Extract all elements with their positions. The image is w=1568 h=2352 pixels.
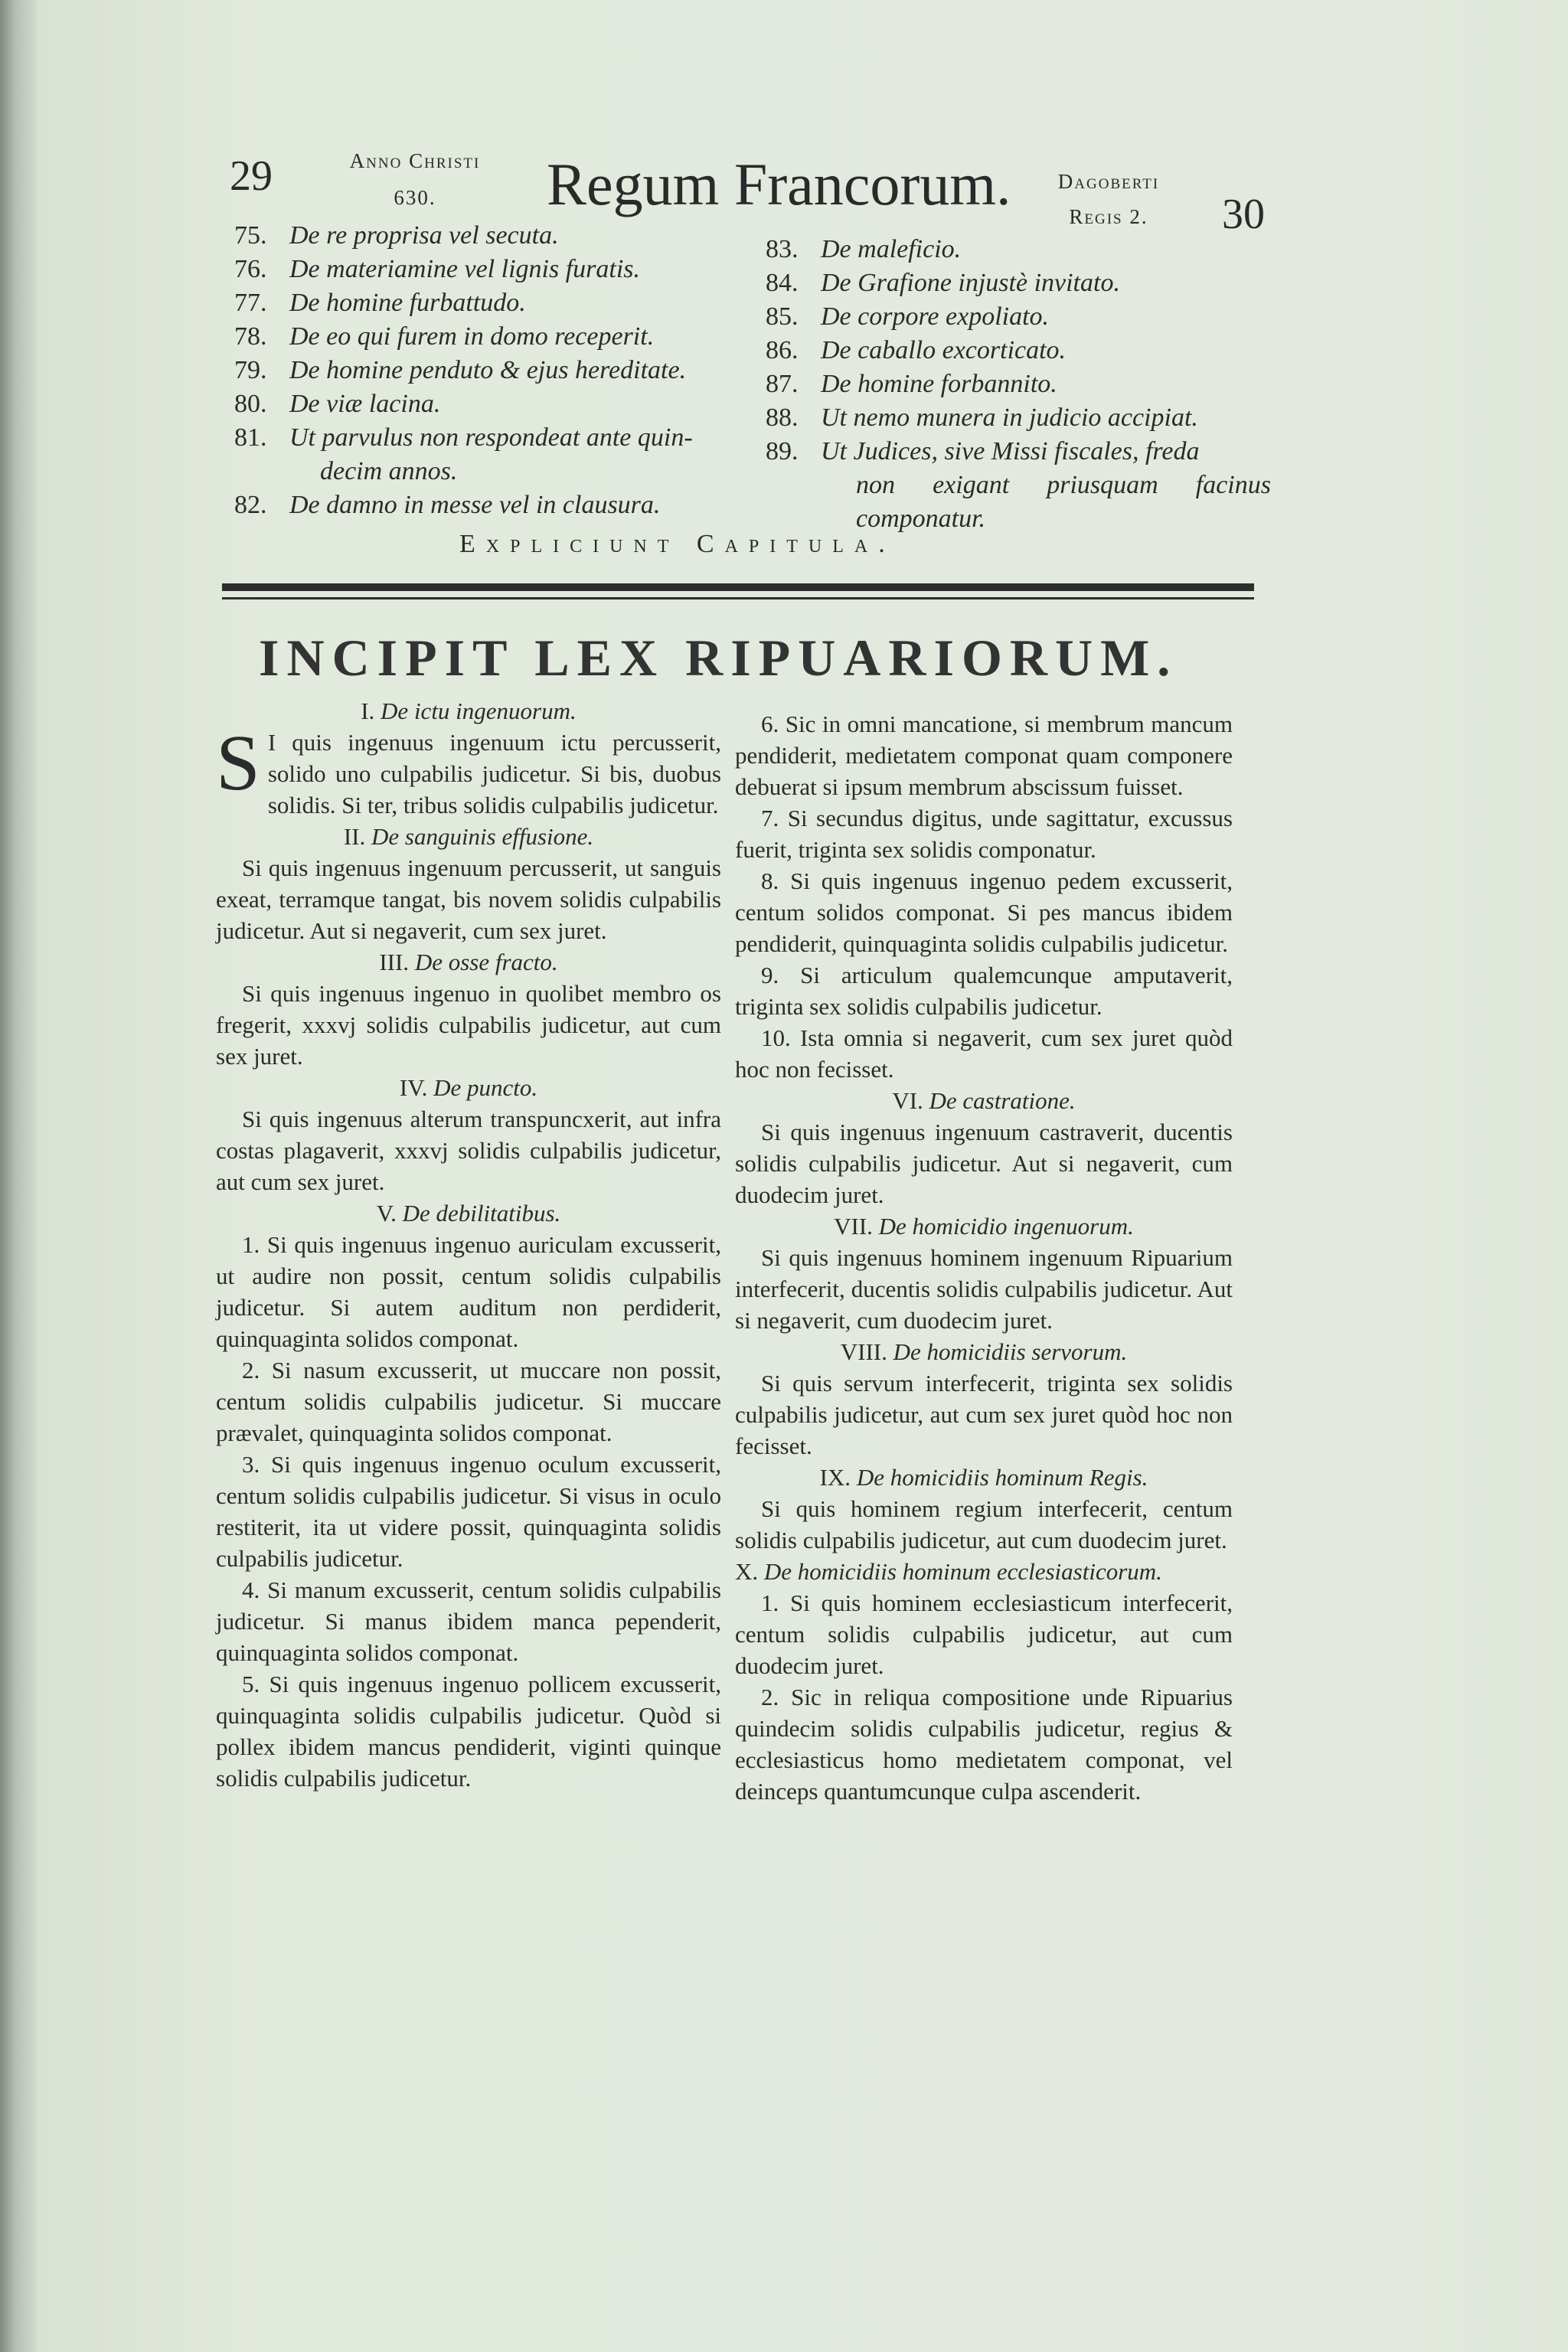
- paragraph: 1. Si quis hominem ecclesiasticum interfecerit, centum solidis culpabilis judicetur, aut cum duodecim juret.: [735, 1589, 1233, 1679]
- chapter-heading: III. De osse fracto.: [379, 949, 558, 975]
- chapter-list-right: [766, 233, 1271, 536]
- running-head-rex: [1024, 164, 1193, 234]
- explicit-capitula: Expliciunt Capitula.: [459, 530, 896, 558]
- paragraph: 3. Si quis ingenuus ingenuo oculum excusserit, centum solidis culpabilis judicetur. Si visus in oculo restiterit, ita ut videre possit, quinquaginta solidis culpabilis judicetur.: [216, 1451, 721, 1572]
- list-item: 84. De Grafione injustè invitato.: [766, 269, 1120, 297]
- rex-regis: Regis 2.: [1069, 205, 1148, 228]
- text-column-right: [735, 708, 1233, 1807]
- paragraph: Si quis ingenuus ingenuum castraverit, ducentis solidis culpabilis judicetur. Aut si negaverit, cum duodecim juret.: [735, 1119, 1233, 1208]
- list-item: 82. De damno in messe vel in clausura.: [234, 491, 661, 519]
- paragraph: Si quis servum interfecerit, triginta sex solidis culpabilis judicetur, aut cum sex juret quòd hoc non fecisset.: [735, 1370, 1233, 1459]
- paragraph: Si quis ingenuus ingenuum percusserit, ut sanguis exeat, terramque tangat, bis novem solidis culpabilis judicetur. Aut si negaverit, cum sex juret.: [216, 854, 721, 944]
- list-item: 87. De homine forbannito.: [766, 370, 1057, 398]
- text-column-left: [216, 695, 721, 1794]
- list-item: 77. De homine furbattudo.: [234, 289, 526, 317]
- paragraph: Si quis ingenuus hominem ingenuum Ripuarium interfecerit, ducentis solidis culpabilis judicetur. Aut si negaverit, cum duodecim juret.: [735, 1244, 1233, 1334]
- divider-thick: [222, 583, 1254, 591]
- book-spine-shadow: [0, 0, 37, 2352]
- chapter-heading: V. De debilitatibus.: [376, 1200, 561, 1227]
- chapter-heading: IV. De puncto.: [399, 1074, 538, 1101]
- paragraph: 4. Si manum excusserit, centum solidis culpabilis judicetur. Si manus ibidem manca pependerit, quinquaginta solidos componat.: [216, 1576, 721, 1666]
- chapter-heading: II. De sanguinis effusione.: [343, 823, 594, 850]
- page-number-right: 30: [1222, 191, 1265, 238]
- chapter-list-left: [234, 219, 755, 522]
- paragraph: 6. Sic in omni mancatione, si membrum mancum pendiderit, medietatem componat quam componere debuerat si ipsum membrum abscissum fuisset.: [735, 710, 1233, 800]
- paragraph: 1. Si quis ingenuus ingenuo auriculam excusserit, ut audire non possit, centum solidis culpabilis judicetur. Si autem auditum non perdiderit, quinquaginta solidos componat.: [216, 1231, 721, 1352]
- running-head-title: Regum Francorum.: [547, 151, 1011, 217]
- page-number-left: 29: [230, 152, 273, 200]
- chapter-heading: IX. De homicidiis hominum Regis.: [819, 1464, 1148, 1491]
- anno-christi-label: Anno Christi: [349, 149, 481, 172]
- list-item-continuation: non exigant priusquam facinus componatur.: [856, 471, 1271, 533]
- divider-thin: [222, 597, 1254, 599]
- chapter-heading: I. De ictu ingenuorum.: [361, 697, 577, 724]
- paragraph: 2. Si nasum excusserit, ut muccare non possit, centum solidis culpabilis judicetur. Si muccare prævalet, quinquaginta solidos componat.: [216, 1357, 721, 1446]
- section-title: INCIPIT LEX RIPUARIORUM.: [259, 629, 1178, 687]
- paragraph: 10. Ista omnia si negaverit, cum sex juret quòd hoc non fecisset.: [735, 1024, 1233, 1083]
- running-head-anno: [315, 142, 514, 216]
- list-item: 79. De homine penduto & ejus hereditate.: [234, 356, 687, 384]
- paragraph: 2. Sic in reliqua compositione unde Ripuarius quindecim solidis culpabilis judicetur, regius & ecclesiasticus homo medietatem componat, vel deinceps quantumcunque culpa ascenderit.: [735, 1684, 1233, 1805]
- list-item: 85. De corpore expoliato.: [766, 302, 1050, 331]
- list-item: 80. De viæ lacina.: [234, 390, 441, 418]
- list-item: 76. De materiamine vel lignis furatis.: [234, 255, 641, 283]
- paragraph: Si quis hominem regium interfecerit, centum solidis culpabilis judicetur, aut cum duodecim juret.: [735, 1495, 1233, 1553]
- list-item-continuation: decim annos.: [320, 457, 458, 485]
- list-item: 88. Ut nemo munera in judicio accipiat.: [766, 403, 1198, 432]
- chapter-heading: X. De homicidiis hominum ecclesiasticorum.: [735, 1558, 1162, 1585]
- paragraph: Si quis ingenuus ingenuo in quolibet membro os fregerit, xxxvj solidis culpabilis judicetur, aut cum sex juret.: [216, 980, 721, 1070]
- chapter-heading: VI. De castratione.: [892, 1087, 1076, 1114]
- list-item: 75. De re proprisa vel secuta.: [234, 221, 559, 250]
- paragraph: Si quis ingenuus alterum transpuncxerit, aut infra costas plagaverit, xxxvj solidis culpabilis judicetur, aut cum sex juret.: [216, 1106, 721, 1195]
- paragraph: 9. Si articulum qualemcunque amputaverit, triginta sex solidis culpabilis judicetur.: [735, 962, 1233, 1020]
- rex-name: Dagoberti: [1057, 170, 1160, 193]
- paragraph: 5. Si quis ingenuus ingenuo pollicem excusserit, quinquaginta solidis culpabilis judicetur. Quòd si pollex ibidem mancus pendiderit, viginti quinque solidis culpabilis judicetur.: [216, 1671, 721, 1792]
- list-item: 81. Ut parvulus non respondeat ante quin-: [234, 423, 693, 452]
- paragraph: 7. Si secundus digitus, unde sagittatur, excussus fuerit, triginta sex solidis componatur.: [735, 805, 1233, 863]
- drop-cap: S: [216, 719, 260, 807]
- list-item: 83. De maleficio.: [766, 235, 962, 263]
- chapter-heading: VII. De homicidio ingenuorum.: [834, 1213, 1134, 1240]
- chapter-heading: VIII. De homicidiis servorum.: [840, 1338, 1128, 1365]
- anno-year: 630.: [394, 186, 436, 209]
- list-item: 86. De caballo excorticato.: [766, 336, 1067, 364]
- paragraph: S I quis ingenuus ingenuum ictu percusserit, solido uno culpabilis judicetur. Si bis, duobus solidis. Si ter, tribus solidis culpabilis judicetur.: [216, 719, 721, 818]
- paragraph: 8. Si quis ingenuus ingenuo pedem excusserit, centum solidos componat. Si pes mancus ibidem pendiderit, quinquaginta solidis culpabilis judicetur.: [735, 867, 1233, 957]
- list-item: 89. Ut Judices, sive Missi fiscales, freda: [766, 437, 1200, 466]
- list-item: 78. De eo qui furem in domo receperit.: [234, 322, 655, 351]
